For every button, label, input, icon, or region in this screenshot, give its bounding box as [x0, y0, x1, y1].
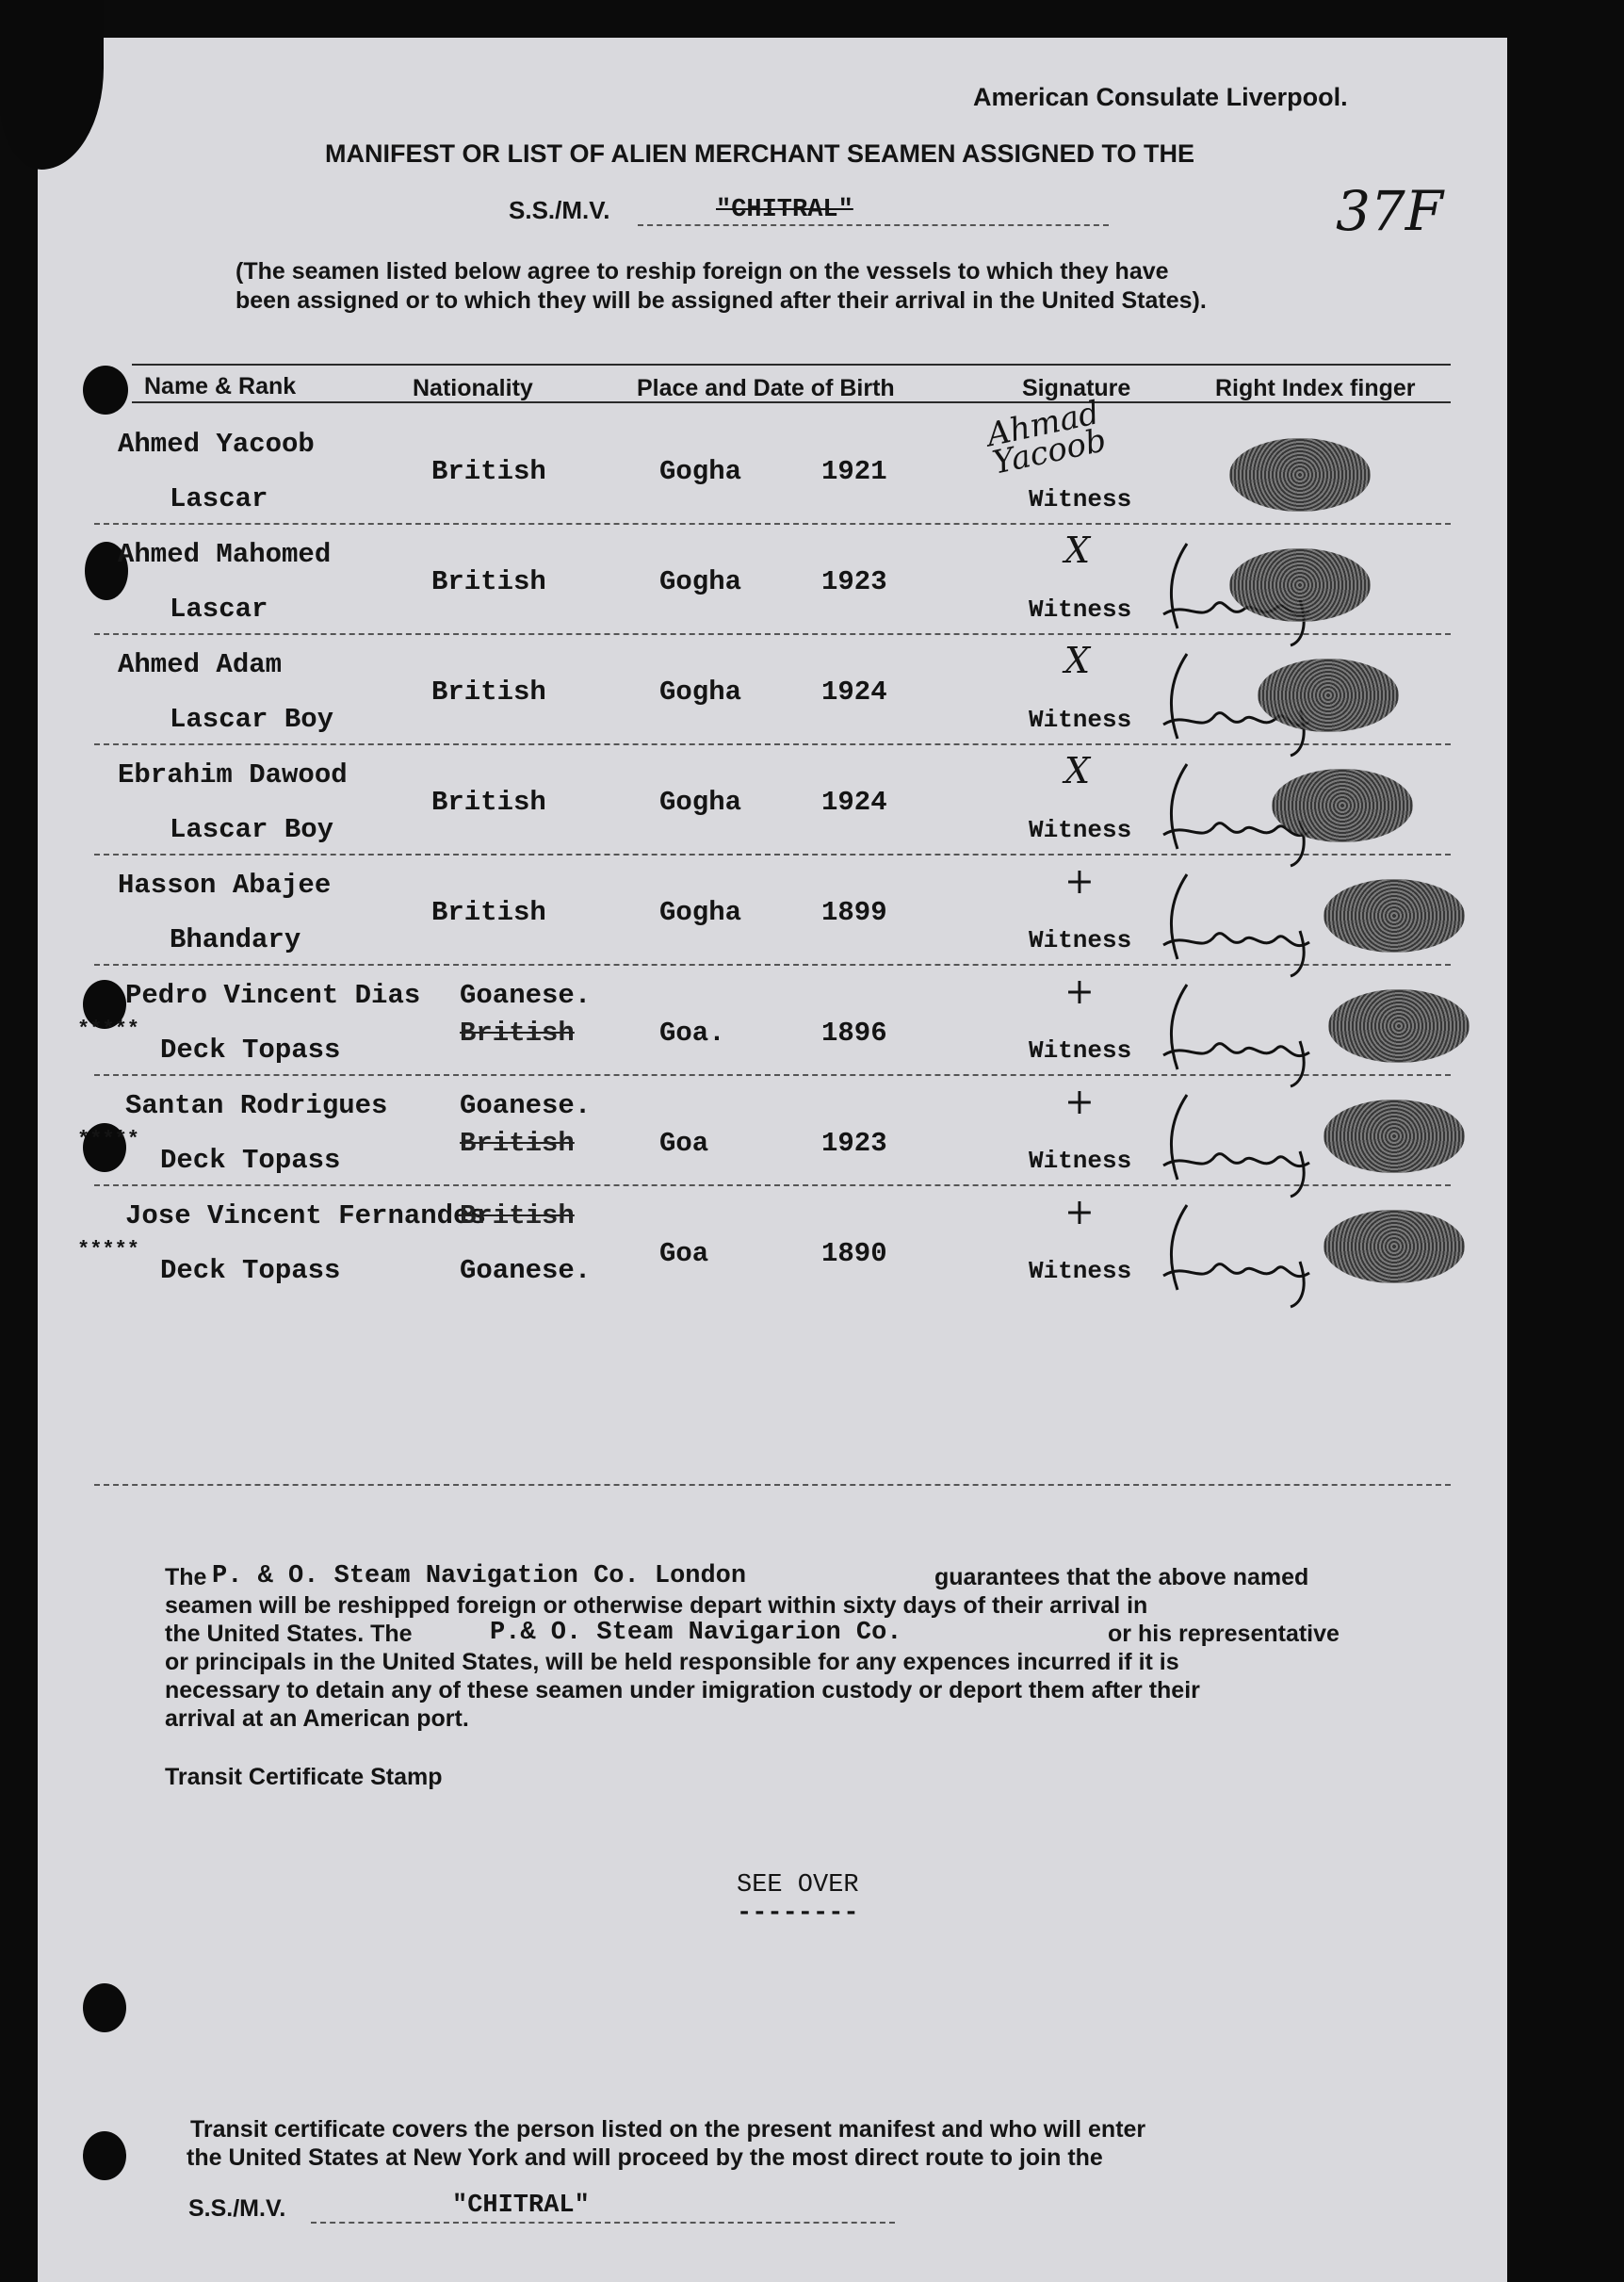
seaman-rank: Lascar	[170, 483, 268, 514]
signature-mark: X	[1064, 750, 1091, 791]
guarantee-text-3a: the United States. The	[165, 1621, 413, 1647]
birth-place: Gogha	[659, 566, 742, 597]
page-damage	[0, 0, 104, 170]
birth-year: 1899	[821, 897, 887, 928]
struck-nationality: British	[460, 1128, 575, 1159]
guarantee-text-2: seamen will be reshipped foreign or otherwise depart within sixty days of their arrival in	[165, 1592, 1148, 1619]
nationality: British	[431, 897, 546, 928]
note-line-1: (The seamen listed below agree to reship foreign on the vessels to which they have	[235, 258, 1169, 285]
fingerprint	[1229, 438, 1371, 512]
handwritten-signature: Ahmad Yacoob	[983, 394, 1110, 482]
birth-place: Goa	[659, 1238, 709, 1269]
witness-label: Witness	[1029, 1147, 1132, 1175]
birth-year: 1924	[821, 787, 887, 818]
seaman-name: Ahmed Mahomed	[118, 539, 332, 570]
witness-signature	[1159, 1196, 1338, 1309]
birth-year: 1921	[821, 456, 887, 487]
consulate-label: American Consulate Liverpool.	[973, 83, 1348, 111]
seaman-rank: Deck Topass	[160, 1145, 341, 1176]
row-marker: *****	[77, 1128, 140, 1151]
birth-place: Gogha	[659, 676, 742, 708]
page-number: 37F	[1336, 179, 1444, 243]
col-name-rank: Name & Rank	[144, 373, 297, 399]
guarantee-text-6: arrival at an American port.	[165, 1705, 469, 1732]
fingerprint	[1328, 989, 1470, 1063]
witness-signature	[1159, 975, 1338, 1088]
fingerprint	[1324, 1100, 1465, 1173]
witness-label: Witness	[1029, 816, 1132, 844]
birth-year: 1923	[821, 1128, 887, 1159]
stamp-label: Transit Certificate Stamp	[165, 1764, 443, 1790]
seaman-rank: Lascar Boy	[170, 704, 334, 735]
fingerprint	[1272, 769, 1413, 842]
transit-ship-rule	[311, 2222, 895, 2224]
transit-line-1: Transit certificate covers the person listed on the present manifest and who will enter	[190, 2116, 1146, 2143]
fingerprint	[1229, 548, 1371, 622]
signature-mark: +	[1064, 860, 1095, 902]
guarantee-company: P. & O. Steam Navigation Co. London	[212, 1562, 747, 1590]
fingerprint	[1324, 1210, 1465, 1283]
nationality: British	[431, 787, 546, 818]
nationality: Goanese.	[460, 980, 592, 1011]
seaman-rank: Deck Topass	[160, 1255, 341, 1286]
guarantee-the: The	[165, 1564, 207, 1590]
signature-mark: +	[1064, 970, 1095, 1012]
table-end-rule	[94, 1484, 1451, 1486]
nationality: Goanese.	[460, 1255, 592, 1286]
seaman-rank: Bhandary	[170, 924, 301, 955]
seaman-name: Ahmed Yacoob	[118, 429, 315, 460]
see-over: SEE OVER	[737, 1871, 859, 1899]
manifest-title: MANIFEST OR LIST OF ALIEN MERCHANT SEAMEN ASSIGNED TO THE	[325, 139, 1195, 168]
witness-label: Witness	[1029, 926, 1132, 954]
witness-signature	[1159, 865, 1338, 978]
row-marker: *****	[77, 1018, 140, 1041]
birth-year: 1890	[821, 1238, 887, 1269]
note-line-2: been assigned or to which they will be assigned after their arrival in the United States).	[235, 287, 1207, 314]
nationality: British	[431, 456, 546, 487]
transit-ship-name: "CHITRAL"	[452, 2192, 590, 2220]
col-nationality: Nationality	[413, 375, 533, 401]
struck-nationality: British	[460, 1018, 575, 1049]
birth-year: 1924	[821, 676, 887, 708]
row-rule	[94, 1074, 1451, 1076]
row-marker: *****	[77, 1238, 140, 1262]
seaman-name: Pedro Vincent Dias	[125, 980, 421, 1011]
row-rule	[94, 633, 1451, 635]
seaman-name: Ebrahim Dawood	[118, 759, 348, 791]
birth-place: Gogha	[659, 897, 742, 928]
row-rule	[94, 964, 1451, 966]
col-fingerprint: Right Index finger	[1215, 375, 1416, 401]
manifest-page	[38, 38, 1507, 2282]
guarantee-company-2: P.& O. Steam Navigarion Co.	[490, 1619, 902, 1647]
guarantee-text-4: or principals in the United States, will be held responsible for any expences incurred if it is	[165, 1649, 1179, 1675]
guarantee-text-3b: or his representative	[1108, 1621, 1340, 1647]
fingerprint	[1258, 659, 1399, 732]
seaman-rank: Lascar	[170, 594, 268, 625]
ship-prefix: S.S./M.V.	[509, 196, 610, 224]
row-rule	[94, 743, 1451, 745]
nationality: British	[431, 566, 546, 597]
ship-name: "CHITRAL"	[716, 196, 853, 224]
guarantee-text-5: necessary to detain any of these seamen under imigration custody or deport them after their	[165, 1677, 1200, 1703]
ship-name-rule	[638, 224, 1109, 226]
seaman-name: Santan Rodrigues	[125, 1090, 388, 1121]
signature-mark: X	[1064, 530, 1091, 571]
col-signature: Signature	[1022, 375, 1131, 401]
birth-year: 1923	[821, 566, 887, 597]
transit-ship-prefix: S.S./M.V.	[188, 2195, 286, 2222]
signature-mark: X	[1064, 640, 1091, 681]
header-top-rule	[132, 364, 1451, 366]
header-bottom-rule	[132, 401, 1451, 403]
seaman-name: Jose Vincent Fernandes	[125, 1200, 486, 1231]
punch-hole	[83, 1983, 126, 2032]
guarantee-text-1: guarantees that the above named	[934, 1564, 1309, 1590]
witness-label: Witness	[1029, 485, 1132, 513]
birth-place: Goa	[659, 1128, 709, 1159]
birth-place: Goa.	[659, 1018, 725, 1049]
signature-mark: +	[1064, 1191, 1095, 1232]
witness-label: Witness	[1029, 595, 1132, 624]
seaman-name: Hasson Abajee	[118, 870, 332, 901]
nationality: British	[431, 676, 546, 708]
witness-label: Witness	[1029, 1036, 1132, 1065]
struck-nationality: British	[460, 1200, 575, 1231]
birth-year: 1896	[821, 1018, 887, 1049]
punch-hole	[83, 2131, 126, 2180]
see-over-underline: --------	[737, 1899, 859, 1928]
seaman-rank: Lascar Boy	[170, 814, 334, 845]
row-rule	[94, 854, 1451, 856]
transit-line-2: the United States at New York and will proceed by the most direct route to join the	[187, 2144, 1103, 2171]
birth-place: Gogha	[659, 456, 742, 487]
witness-signature	[1159, 1085, 1338, 1198]
witness-label: Witness	[1029, 1257, 1132, 1285]
row-rule	[94, 1184, 1451, 1186]
nationality: Goanese.	[460, 1090, 592, 1121]
seaman-name: Ahmed Adam	[118, 649, 283, 680]
punch-hole	[83, 366, 128, 415]
signature-mark: +	[1064, 1081, 1095, 1122]
col-birth: Place and Date of Birth	[637, 375, 895, 401]
witness-label: Witness	[1029, 706, 1132, 734]
row-rule	[94, 523, 1451, 525]
birth-place: Gogha	[659, 787, 742, 818]
seaman-rank: Deck Topass	[160, 1035, 341, 1066]
fingerprint	[1324, 879, 1465, 953]
